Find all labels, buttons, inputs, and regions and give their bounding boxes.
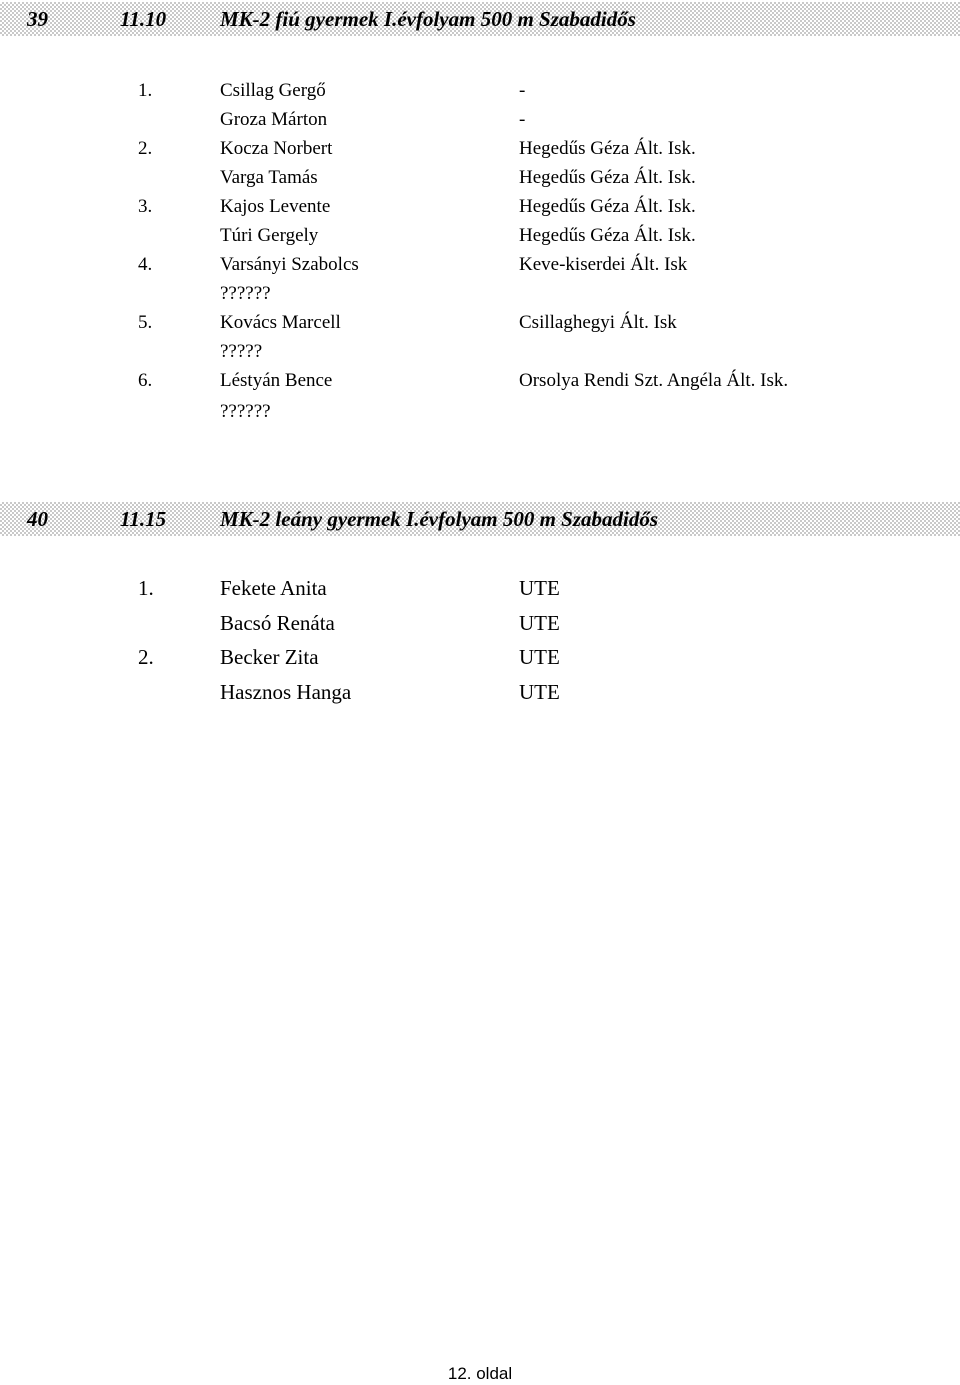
athlete-name: Becker Zita [220,645,319,669]
athlete-name: Bacsó Renáta [220,611,335,635]
result-row [0,308,960,337]
event-title: MK-2 leány gyermek I.évfolyam 500 m Szabadidős [220,507,659,531]
result-row [0,105,960,134]
event-time: 11.15 [120,507,167,531]
place: 6. [138,370,153,391]
club-name: UTE [519,680,560,704]
club-name: Hegedűs Géza Ált. Isk. [519,138,696,159]
athlete-name: ?????? [220,283,271,304]
result-row [0,192,960,221]
club-name: UTE [519,576,560,600]
club-name: Keve-kiserdei Ált. Isk [519,254,688,275]
club-name: UTE [519,611,560,635]
athlete-name: Fekete Anita [220,576,327,600]
place: 3. [138,196,153,217]
place: 5. [138,312,153,333]
athlete-name: Kovács Marcell [220,312,341,333]
club-name: Hegedűs Géza Ált. Isk. [519,225,696,246]
page-number: 12. oldal [447,1364,513,1383]
athlete-name: Varsányi Szabolcs [220,254,359,275]
athlete-name: ?????? [220,401,271,422]
result-row [0,606,960,640]
club-name: - [519,80,526,101]
result-row [0,675,960,709]
athlete-name: Groza Márton [220,109,328,130]
place: 1. [138,576,154,600]
event-number: 39 [27,7,48,31]
athlete-name: Kocza Norbert [220,138,333,159]
athlete-name: Varga Tamás [220,167,318,188]
place: 2. [138,645,154,669]
event-time: 11.10 [120,7,167,31]
club-name: Csillaghegyi Ált. Isk [519,312,677,333]
result-row [0,134,960,163]
athlete-name: Csillag Gergő [220,80,326,101]
event-title: MK-2 fiú gyermek I.évfolyam 500 m Szabadidős [220,7,636,31]
place: 4. [138,254,153,275]
result-row [0,571,960,605]
event-header-40 [0,502,960,536]
athlete-name: Túri Gergely [220,225,319,246]
athlete-name: Léstyán Bence [220,370,333,391]
club-name: Orsolya Rendi Szt. Angéla Ált. Isk. [519,370,789,391]
place: 1. [138,80,153,101]
athlete-name: Kajos Levente [220,196,331,217]
club-name: UTE [519,645,560,669]
club-name: Hegedűs Géza Ált. Isk. [519,196,696,217]
club-name: - [519,109,526,130]
result-row [0,640,960,674]
result-row [0,163,960,192]
athlete-name: Hasznos Hanga [220,680,352,704]
result-row [0,76,960,105]
result-row [0,337,960,366]
place: 2. [138,138,153,159]
result-row [0,366,960,395]
club-name: Hegedűs Géza Ált. Isk. [519,167,696,188]
result-row [0,250,960,279]
event-number: 40 [27,507,48,531]
result-row [0,221,960,250]
result-row [0,279,960,308]
result-row [0,397,960,426]
athlete-name: ????? [220,341,263,362]
event-header-39 [0,2,960,36]
